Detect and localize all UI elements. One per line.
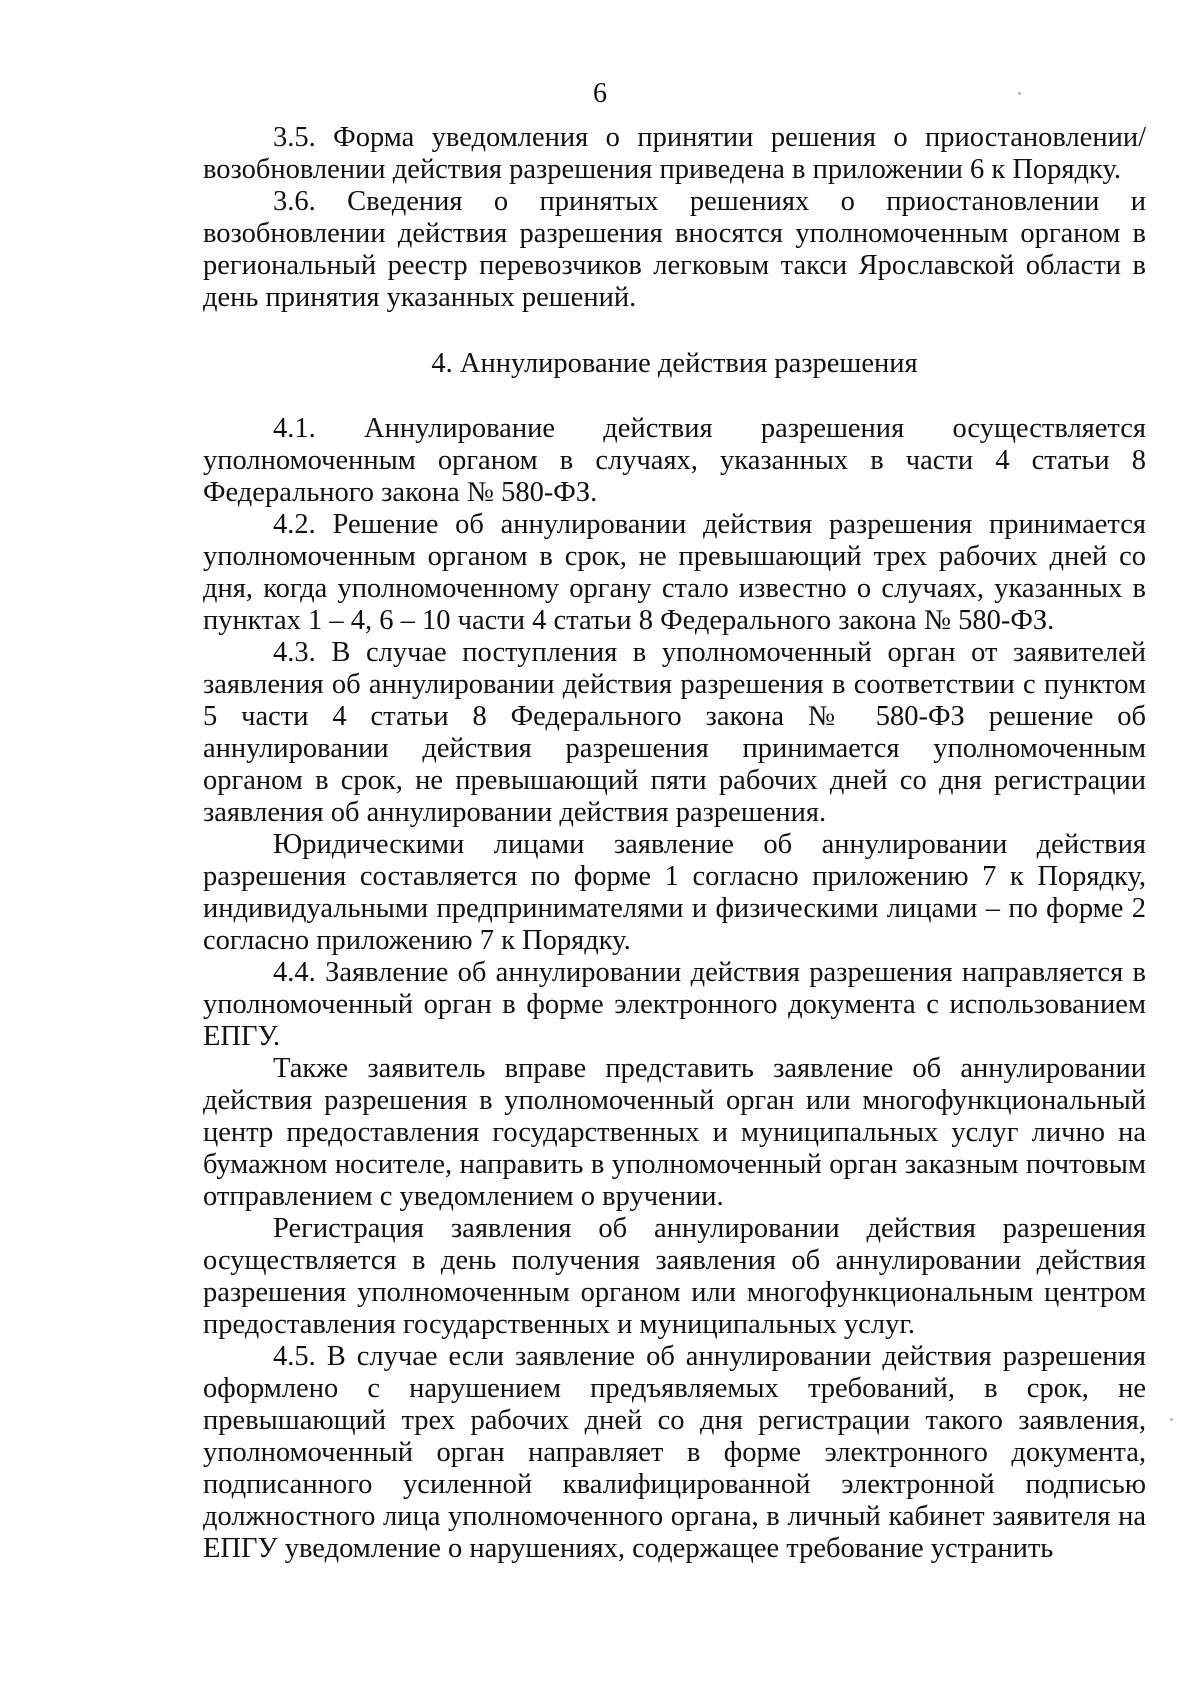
paragraph-4-4: 4.4. Заявление об аннулировании действия разрешения направляется в уполномоченный орган в форме электронного документа с использованием ЕПГУ. [203, 957, 1146, 1052]
scan-speck [1170, 1418, 1173, 1421]
paragraph-3-5: 3.5. Форма уведомления о принятии решения о приостановлении/возобновлении действия разрешения приведена в приложении 6 к Порядку. [203, 122, 1146, 185]
paragraph-3-6: 3.6. Сведения о принятых решениях о приостановлении и возобновлении действия разрешения вносятся уполномоченным органом в региональный реестр перевозчиков легковым такси Ярославской области в день принятия указанных решений. [203, 186, 1146, 313]
section-heading: 4. Аннулирование действия разрешения [431, 348, 918, 379]
document-body [203, 122, 1146, 1565]
scan-speck [1018, 92, 1021, 95]
page-number: 6 [593, 78, 607, 109]
paragraph-forms: Юридическими лицами заявление об аннулировании действия разрешения составляется по форме 1 согласно приложению 7 к Порядку, индивидуальными предпринимателями и физическими лицами – по форме 2 согласно приложению 7 к Порядку. [203, 829, 1146, 956]
paragraph-registration: Регистрация заявления об аннулировании действия разрешения осуществляется в день получения заявления об аннулировании действия разрешения уполномоченным органом или многофункциональным центром предоставления государственных и муниципальных услуг. [203, 1213, 1146, 1340]
paragraph-4-1: 4.1. Аннулирование действия разрешения осуществляется уполномоченным органом в случаях, указанных в части 4 статьи 8 Федерального закона № 580-ФЗ. [203, 413, 1146, 508]
paragraph-4-5: 4.5. В случае если заявление об аннулировании действия разрешения оформлено с нарушением предъявляемых требований, в срок, не превышающий трех рабочих дней со дня регистрации такого заявления, уполномоченный орган направляет в форме электронного документа, подписанного усиленной квалифицированной электронной подписью должностного лица уполномоченного органа, в личный кабинет заявителя на ЕПГУ уведомление о нарушениях, содержащее требование устранить [203, 1341, 1146, 1564]
paragraph-submission-methods: Также заявитель вправе представить заявление об аннулировании действия разрешения в уполномоченный орган или многофункциональный центр предоставления государственных и муниципальных услуг лично на бумажном носителе, направить в уполномоченный орган заказным почтовым отправлением с уведомлением о вручении. [203, 1053, 1146, 1212]
paragraph-4-2: 4.2. Решение об аннулировании действия разрешения принимается уполномоченным органом в срок, не превышающий трех рабочих дней со дня, когда уполномоченному органу стало известно о случаях, указанных в пунктах 1 – 4, 6 – 10 части 4 статьи 8 Федерального закона № 580-ФЗ. [203, 509, 1146, 636]
paragraph-4-3: 4.3. В случае поступления в уполномоченный орган от заявителей заявления об аннулировании действия разрешения в соответствии с пунктом 5 части 4 статьи 8 Федерального закона № 580-ФЗ решение об аннулировании действия разрешения принимается уполномоченным органом в срок, не превышающий пяти рабочих дней со дня регистрации заявления об аннулировании действия разрешения. [203, 637, 1146, 828]
